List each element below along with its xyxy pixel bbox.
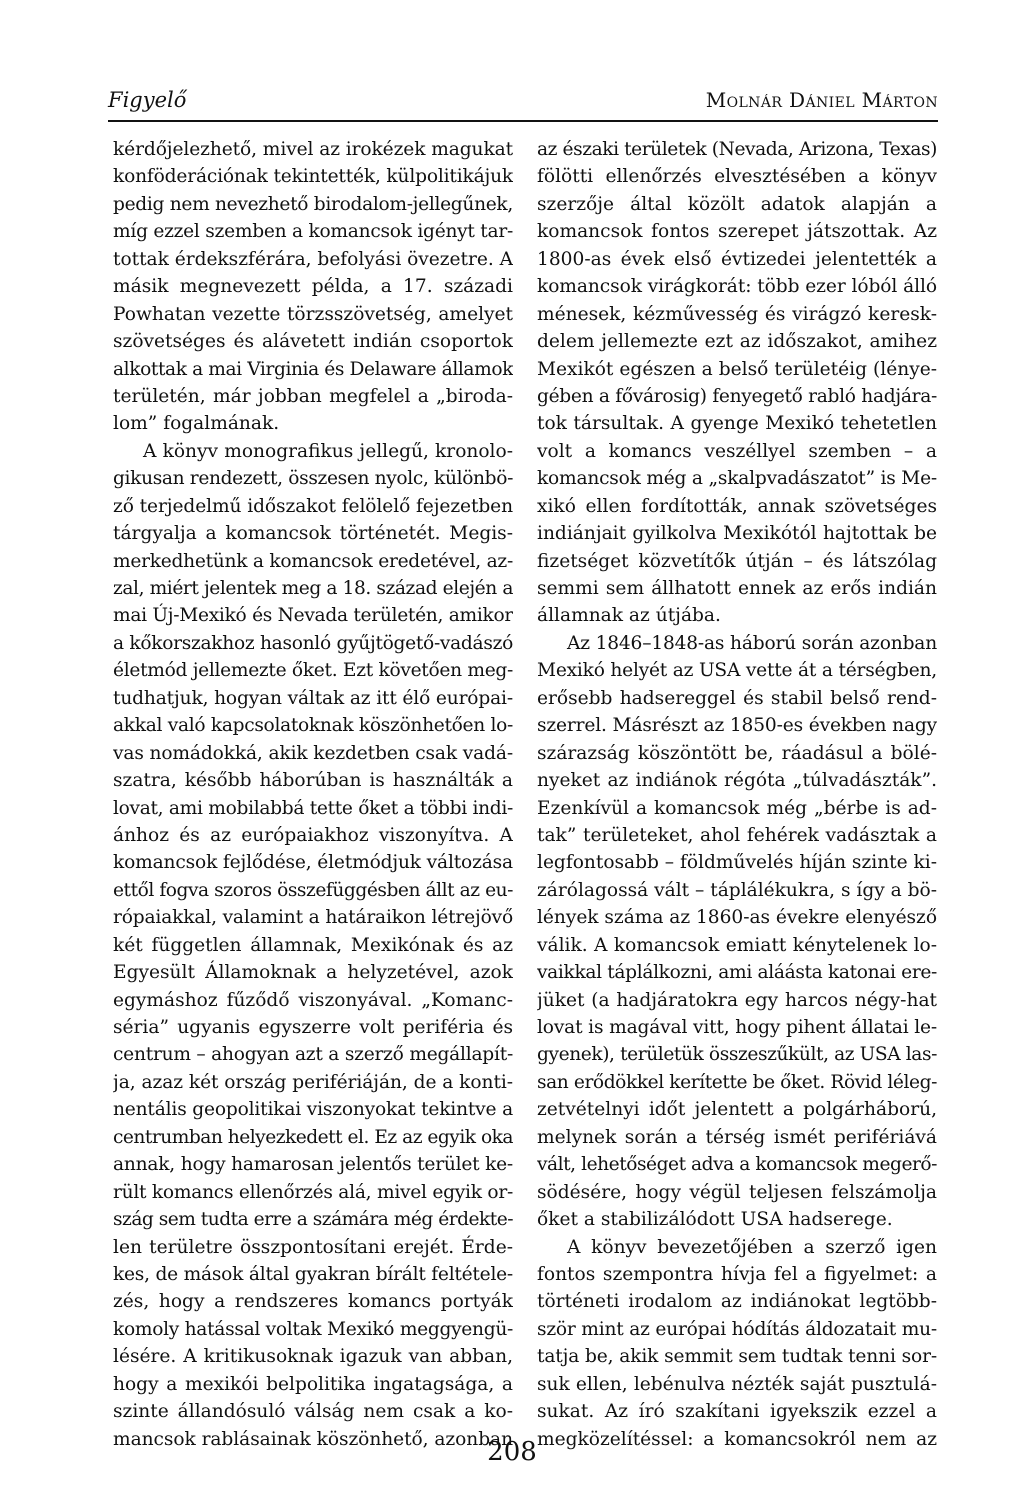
- header-rule: [108, 120, 938, 122]
- text-line: ánhoz és az európaiakhoz viszonyítva. A: [113, 824, 513, 846]
- text-line: tudhatjuk, hogyan váltak az itt élő európai-: [113, 687, 513, 709]
- text-line: Mexikót egészen a belső területéig (lénye-: [537, 358, 937, 380]
- text-line: egymáshoz fűződő viszonyával. „Komanc-: [113, 989, 513, 1011]
- text-line: lovat is magával vitt, hogy pihent állatai le-: [537, 1017, 937, 1038]
- text-line: két független államnak, Mexikónak és az: [113, 934, 513, 956]
- text-line: centrumban helyezkedett el. Ez az egyik oka: [113, 1126, 513, 1148]
- text-line: megközelítéssel: a komancsokról nem az: [537, 1428, 937, 1450]
- text-line: ző terjedelmű időszakot felölelő fejezetben: [113, 495, 513, 517]
- text-line: tárgyalja a komancsok történetét. Megis-: [113, 523, 513, 545]
- text-line: södésére, hogy végül teljesen felszámolja: [537, 1181, 937, 1203]
- text-line: mai Új-Mexikó és Nevada területén, amikor: [113, 605, 513, 627]
- text-line: hogy a mexikói belpolitika ingatagsága, a: [113, 1373, 513, 1395]
- text-line: területén, már jobban megfelel a „biroda-: [113, 385, 513, 407]
- text-line: kérdőjelezhető, mivel az irokézek magukat: [113, 139, 513, 160]
- text-line: vaikkal táplálkozni, ami aláásta katonai ere-: [537, 962, 937, 984]
- text-line: merkedhetünk a komancsok eredetével, az-: [113, 550, 513, 572]
- text-line: legfontosabb – földművelés híján szinte ki-: [537, 852, 937, 874]
- section-title: Figyelő: [108, 88, 187, 112]
- text-line: a kőkorszakhoz hasonló gyűjtögető-vadászó: [113, 632, 513, 654]
- text-line: Ezenkívül a komancsok még „bérbe is ad-: [537, 797, 937, 819]
- text-line: suk ellen, lebénulva nézték saját pusztulá-: [537, 1373, 937, 1395]
- running-header: [108, 88, 938, 122]
- text-line: zárólagossá vált – táplálékukra, s így a bö-: [537, 879, 937, 901]
- text-line: ja, azaz két ország perifériáján, de a konti-: [113, 1071, 513, 1093]
- text-line: xikó ellen fordították, annak szövetséges: [537, 495, 937, 517]
- text-line: len területre összpontosítani erejét. Érde-: [113, 1236, 513, 1258]
- text-line: történeti irodalom az indiánokat legtöbb-: [537, 1291, 937, 1313]
- text-line: ménesek, kézművesség és virágzó keresk-: [537, 303, 937, 325]
- text-line: mancsok rablásainak köszönhető, azonban: [113, 1428, 513, 1450]
- text-line: san erődökkel kerítette be őket. Rövid léleg-: [537, 1071, 937, 1093]
- text-line: lények száma az 1860-as évekre elenyésző: [537, 907, 937, 929]
- text-line: kes, de mások által gyakran bírált feltétele-: [113, 1263, 513, 1285]
- text-line: Az 1846–1848-as háború során azonban: [567, 632, 937, 654]
- text-line: ször mint az európai hódítás áldozatait mu-: [537, 1318, 937, 1340]
- left-column: [113, 136, 513, 1453]
- text-line: centrum – ahogyan azt a szerző megállapít-: [113, 1044, 513, 1066]
- text-line: alkottak a mai Virginia és Delaware államok: [113, 358, 513, 380]
- text-line: szárazság köszöntött be, ráadásul a bölé-: [537, 742, 937, 764]
- text-line: vált, lehetőséget adva a komancsok megerő-: [537, 1154, 937, 1176]
- text-line: komancsok még a „skalpvadászatot” is Me-: [537, 468, 937, 490]
- text-line: rópaiakkal, valamint a határaikon létrejövő: [113, 907, 513, 929]
- text-line: sukat. Az író szakítani igyekszik ezzel a: [537, 1401, 937, 1423]
- text-line: másik megnevezett példa, a 17. századi: [113, 276, 513, 298]
- text-line: szerzője által közölt adatok alapján a: [537, 193, 937, 215]
- text-line: komancsok fejlődése, életmódjuk változása: [113, 852, 513, 874]
- text-line: zal, miért jelentek meg a 18. század elején a: [113, 578, 513, 599]
- text-line: volt a komancs veszéllyel szemben – a: [537, 440, 937, 462]
- text-line: konföderációnak tekintették, külpolitikájuk: [113, 166, 513, 188]
- text-line: semmi sem állhatott ennek az erős indián: [537, 578, 937, 599]
- text-line: erősebb hadsereggel és stabil belső rend-: [537, 687, 937, 709]
- text-line: indiánjait gyilkolva Mexikótól hajtottak be: [537, 523, 937, 545]
- text-line: zetvételnyi időt jelentett a polgárháború,: [537, 1099, 937, 1121]
- text-line: szág sem tudta erre a számára még érdekte-: [113, 1209, 513, 1231]
- text-line: őket a stabilizálódott USA hadserege.: [537, 1209, 893, 1231]
- text-line: az északi területek (Nevada, Arizona, Texas): [537, 139, 937, 160]
- text-line: fontos szempontra hívja fel a figyelmet: a: [537, 1263, 937, 1285]
- text-line: lésére. A kritikusoknak igazuk van abban,: [113, 1346, 513, 1368]
- text-line: tak” területeket, ahol fehérek vadásztak a: [537, 824, 937, 846]
- text-line: lom” fogalmának.: [113, 413, 280, 435]
- text-line: nentális geopolitikai viszonyokat tekintve a: [113, 1099, 513, 1121]
- text-line: lovat, ami mobilabbá tette őket a többi indi-: [113, 797, 513, 819]
- text-line: nyeket az indiánok régóta „túlvadászták”.: [537, 770, 937, 792]
- text-line: akkal való kapcsolatoknak köszönhetően lo-: [113, 715, 513, 737]
- text-line: rült komancs ellenőrzés alá, mivel egyik or-: [113, 1181, 513, 1203]
- text-line: fölötti ellenőrzés elvesztésében a könyv: [537, 166, 937, 188]
- page-number: 208: [487, 1437, 537, 1467]
- text-line: jüket (a hadjáratokra egy harcos négy-hat: [537, 989, 937, 1011]
- text-line: melynek során a térség ismét perifériává: [537, 1126, 937, 1148]
- text-line: pedig nem nevezhető birodalom-jellegűnek,: [113, 193, 513, 215]
- text-line: komancsok fontos szerepet játszottak. Az: [537, 221, 937, 243]
- text-line: válik. A komancsok emiatt kénytelenek lo-: [537, 934, 937, 956]
- text-line: Mexikó helyét az USA vette át a térségben,: [537, 660, 937, 682]
- text-line: szövetséges és alávetett indián csoportok: [113, 331, 513, 353]
- text-line: életmód jellemezte őket. Ezt követően meg-: [113, 660, 513, 682]
- text-line: delem jellemezte ezt az időszakot, amihez: [537, 331, 937, 353]
- text-line: fizetséget közvetítők útján – és látszólag: [537, 550, 937, 572]
- text-line: tatja be, akik semmit sem tudtak tenni sor-: [537, 1346, 937, 1368]
- text-line: séria” ugyanis egyszerre volt periféria és: [113, 1017, 513, 1038]
- text-line: gyenek), területük összeszűkült, az USA las-: [537, 1044, 937, 1066]
- text-line: komancsok virágkorát: több ezer lóból álló: [537, 276, 937, 298]
- right-column: [537, 136, 937, 1453]
- text-line: A könyv bevezetőjében a szerző igen: [567, 1236, 937, 1258]
- text-line: míg ezzel szemben a komancsok igényt tar-: [113, 221, 513, 243]
- text-line: államnak az útjába.: [537, 605, 721, 627]
- text-line: szerrel. Másrészt az 1850-es években nagy: [537, 715, 937, 737]
- text-line: gikusan rendezett, összesen nyolc, különbö-: [113, 468, 513, 490]
- text-line: Powhatan vezette törzsszövetség, amelyet: [113, 303, 513, 325]
- author-name: Molnár Dániel Márton: [705, 88, 938, 112]
- text-line: ettől fogva szoros összefüggésben állt az eu-: [113, 879, 513, 901]
- text-line: gében a fővárosig) fenyegető rabló hadjára-: [537, 385, 937, 407]
- text-line: szinte állandósuló válság nem csak a ko-: [113, 1401, 513, 1423]
- text-line: komoly hatással voltak Mexikó meggyengü-: [113, 1318, 513, 1340]
- text-line: vas nomádokká, akik kezdetben csak vadá-: [113, 742, 513, 764]
- text-line: A könyv monografikus jellegű, kronolo-: [143, 440, 513, 462]
- text-line: annak, hogy hamarosan jelentős terület ke-: [113, 1154, 513, 1176]
- text-line: tok társultak. A gyenge Mexikó tehetetlen: [537, 413, 937, 435]
- text-line: 1800-as évek első évtizedei jelentették a: [537, 248, 937, 270]
- text-line: tottak érdekszférára, befolyási övezetre. A: [113, 248, 513, 270]
- text-line: zés, hogy a rendszeres komancs portyák: [113, 1291, 513, 1313]
- text-line: Egyesült Államoknak a helyzetével, azok: [113, 962, 513, 984]
- text-line: szatra, később háborúban is használták a: [113, 770, 513, 792]
